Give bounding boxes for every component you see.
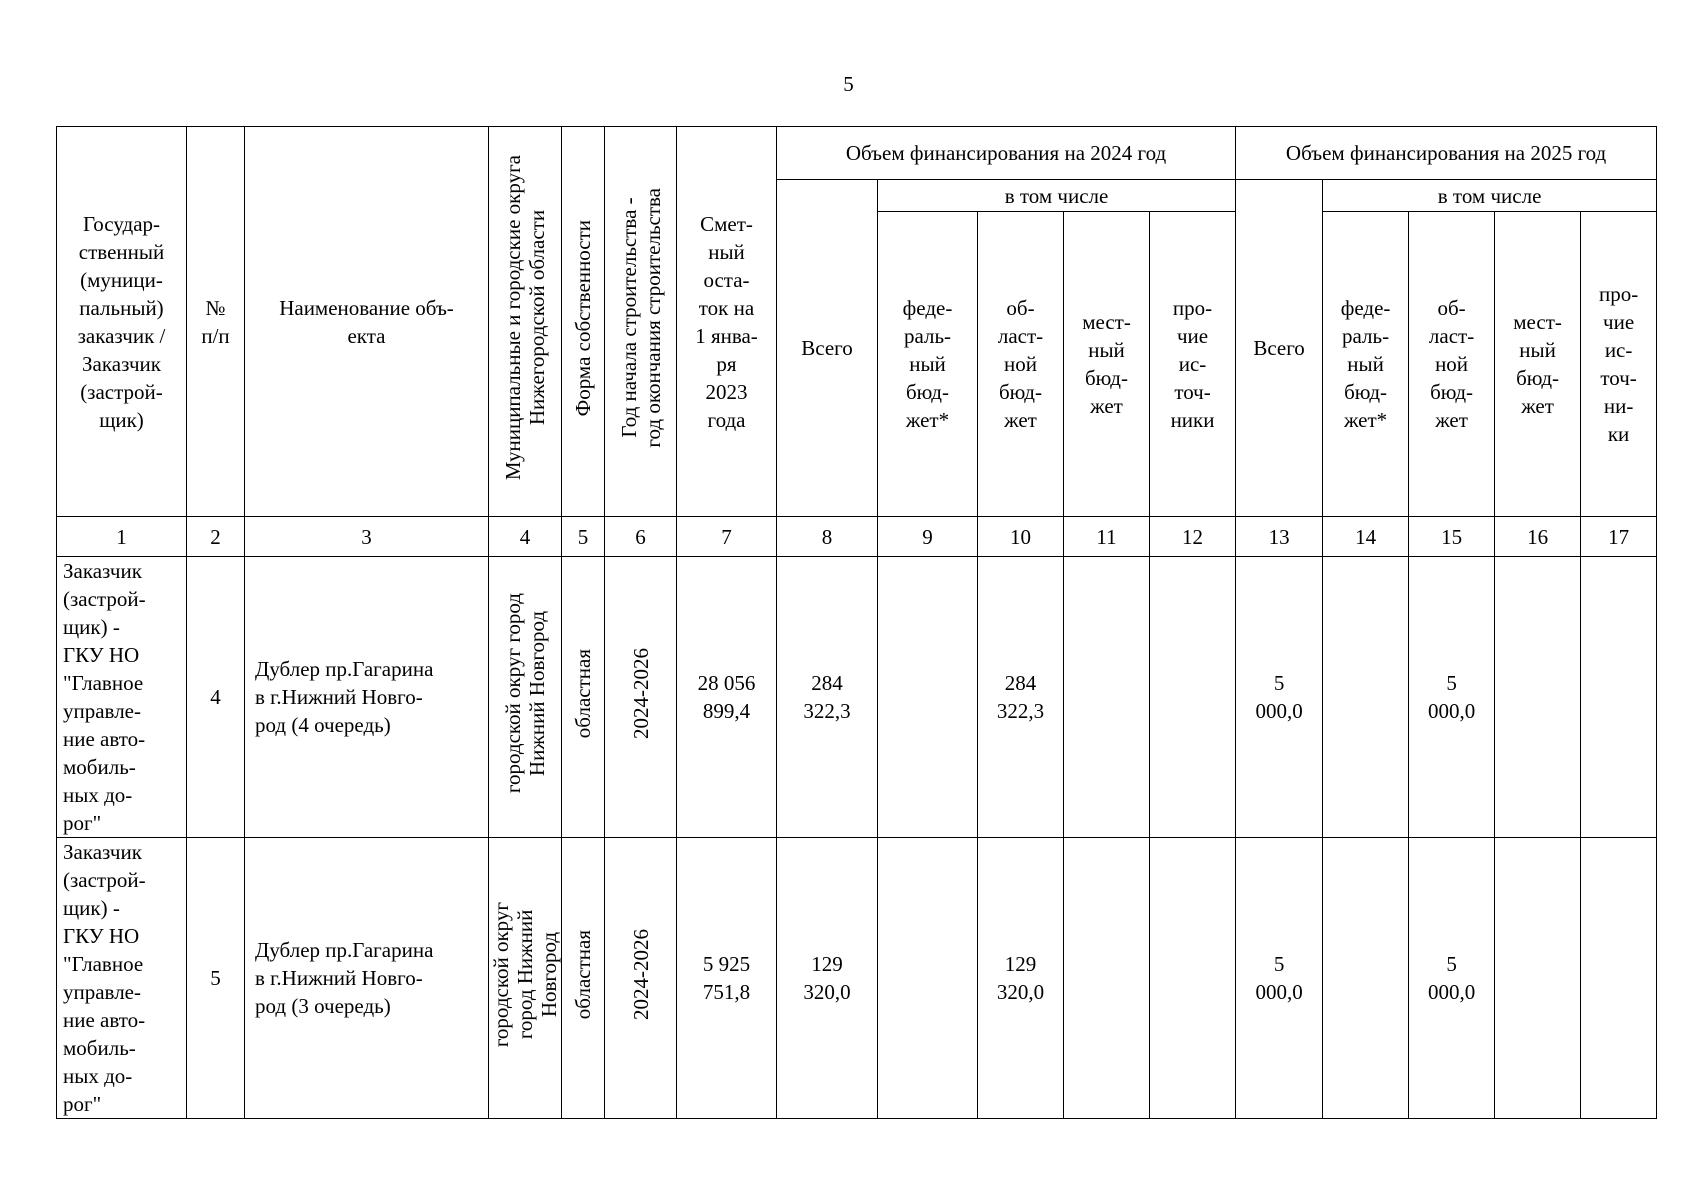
cell-object: Дублер пр.Гагарина в г.Нижний Новго- род (4 очередь) — [245, 557, 489, 838]
col-num: 11 — [1064, 517, 1150, 557]
cell-regional-2025: 5 000,0 — [1409, 557, 1495, 838]
cell-federal-2025 — [1323, 838, 1409, 1119]
cell-local-2025 — [1495, 838, 1581, 1119]
col-num: 4 — [489, 517, 562, 557]
cell-ownership: областная — [562, 838, 605, 1119]
cell-local-2025 — [1495, 557, 1581, 838]
header-num: № п/п — [187, 127, 245, 517]
col-num: 3 — [245, 517, 489, 557]
header-federal-2025: феде- раль- ный бюд- жет* — [1323, 212, 1409, 517]
cell-local-2024 — [1064, 838, 1150, 1119]
cell-other-2025 — [1581, 838, 1657, 1119]
header-years: Год начала строительства - год окончания строительства — [605, 127, 677, 517]
header-fin-2024: Объем финансирования на 2024 год — [777, 127, 1236, 180]
header-incl-2025: в том числе — [1323, 180, 1657, 212]
header-federal-2024: феде- раль- ный бюд- жет* — [878, 212, 978, 517]
cell-balance: 5 925 751,8 — [677, 838, 777, 1119]
cell-federal-2025 — [1323, 557, 1409, 838]
col-num: 13 — [1236, 517, 1323, 557]
cell-federal-2024 — [878, 557, 978, 838]
col-num: 10 — [978, 517, 1064, 557]
col-num: 5 — [562, 517, 605, 557]
page-number: 5 — [843, 72, 854, 96]
cell-total-2025: 5 000,0 — [1236, 838, 1323, 1119]
cell-municipal: городской округ город Нижний Новгород — [489, 557, 562, 838]
col-num: 8 — [777, 517, 878, 557]
header-municipal: Муниципальные и городские округа Нижегородской области — [489, 127, 562, 517]
cell-num: 4 — [187, 557, 245, 838]
table-row — [57, 838, 1657, 1119]
cell-total-2024: 284 322,3 — [777, 557, 878, 838]
col-num: 15 — [1409, 517, 1495, 557]
column-numbers-row — [57, 517, 1657, 557]
col-num: 2 — [187, 517, 245, 557]
col-num: 16 — [1495, 517, 1581, 557]
cell-customer: Заказчик (застрой- щик) - ГКУ НО "Главное управле- ние авто- мобиль- ных до- рог" — [57, 557, 187, 838]
cell-total-2024: 129 320,0 — [777, 838, 878, 1119]
table-row — [57, 557, 1657, 838]
cell-federal-2024 — [878, 838, 978, 1119]
col-num: 12 — [1150, 517, 1236, 557]
cell-local-2024 — [1064, 557, 1150, 838]
cell-regional-2025: 5 000,0 — [1409, 838, 1495, 1119]
header-balance: Смет- ный оста- ток на 1 янва- ря 2023 года — [677, 127, 777, 517]
header-total-2024: Всего — [777, 180, 878, 517]
header-other-2025: про- чие ис- точ- ни- ки — [1581, 212, 1657, 517]
financing-table — [56, 126, 1657, 1119]
cell-total-2025: 5 000,0 — [1236, 557, 1323, 838]
col-num: 1 — [57, 517, 187, 557]
cell-object: Дублер пр.Гагарина в г.Нижний Новго- род (3 очередь) — [245, 838, 489, 1119]
cell-other-2025 — [1581, 557, 1657, 838]
cell-municipal: городской округ город Нижний Новгород — [489, 838, 562, 1119]
header-customer: Государ- ственный (муници- пальный) заказчик / Заказчик (застрой- щик) — [57, 127, 187, 517]
header-regional-2025: об- ласт- ной бюд- жет — [1409, 212, 1495, 517]
cell-regional-2024: 284 322,3 — [978, 557, 1064, 838]
cell-years: 2024-2026 — [605, 838, 677, 1119]
header-fin-2025: Объем финансирования на 2025 год — [1236, 127, 1657, 180]
cell-ownership: областная — [562, 557, 605, 838]
cell-other-2024 — [1150, 557, 1236, 838]
header-local-2025: мест- ный бюд- жет — [1495, 212, 1581, 517]
cell-balance: 28 056 899,4 — [677, 557, 777, 838]
cell-regional-2024: 129 320,0 — [978, 838, 1064, 1119]
header-incl-2024: в том числе — [878, 180, 1236, 212]
cell-num: 5 — [187, 838, 245, 1119]
header-total-2025: Всего — [1236, 180, 1323, 517]
header-local-2024: мест- ный бюд- жет — [1064, 212, 1150, 517]
col-num: 7 — [677, 517, 777, 557]
header-ownership: Форма собственности — [562, 127, 605, 517]
col-num: 17 — [1581, 517, 1657, 557]
cell-customer: Заказчик (застрой- щик) - ГКУ НО "Главное управле- ние авто- мобиль- ных до- рог" — [57, 838, 187, 1119]
header-other-2024: про- чие ис- точ- ники — [1150, 212, 1236, 517]
header-regional-2024: об- ласт- ной бюд- жет — [978, 212, 1064, 517]
col-num: 9 — [878, 517, 978, 557]
header-object: Наименование объ- екта — [245, 127, 489, 517]
cell-years: 2024-2026 — [605, 557, 677, 838]
col-num: 6 — [605, 517, 677, 557]
col-num: 14 — [1323, 517, 1409, 557]
cell-other-2024 — [1150, 838, 1236, 1119]
